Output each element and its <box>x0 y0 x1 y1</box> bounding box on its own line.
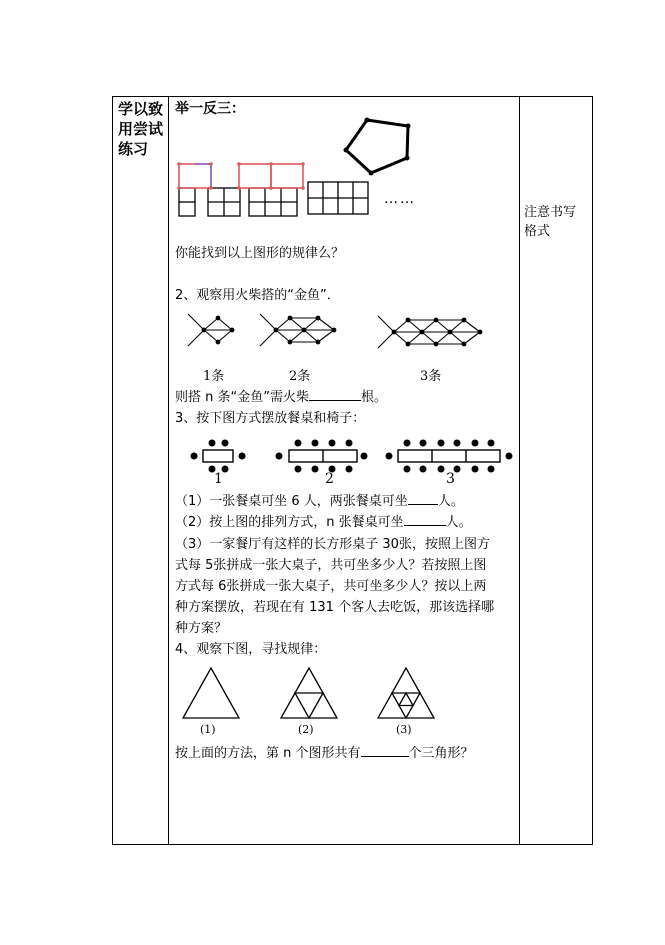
triangle-figure-2 <box>278 665 340 721</box>
triangle-label-1: (1) <box>200 723 216 736</box>
goldfish-label-3: 3条 <box>420 369 442 384</box>
q2-answer-blank[interactable] <box>309 400 361 401</box>
format-note: 注意书写格式 <box>524 205 577 239</box>
q1-question: 你能找到以上图形的规律么？ <box>175 246 345 261</box>
q4-title: 4、观察下图，寻找规律： <box>175 642 327 657</box>
q3-part1-suffix: 人。 <box>437 494 464 509</box>
q3-part2-prefix: （2）按上图的排列方式，n 张餐桌可坐 <box>175 515 404 530</box>
q3-part2-blank[interactable] <box>404 525 446 526</box>
goldfish-label-1: 1条 <box>203 369 225 384</box>
q3-part3-line-1: （3）一家餐厅有这样的长方形桌子 30张，按照上图方 <box>175 537 490 552</box>
table-label-2: 2 <box>325 471 334 487</box>
dining-table-figure-2 <box>274 438 368 474</box>
q3-title: 3、按下图方式摆放餐桌和椅子： <box>175 411 366 426</box>
q2-answer-line <box>175 389 387 407</box>
q3-part3-line-3: 方式每 6张拼成一张大桌子，共可坐多少人？按以上两 <box>175 579 487 594</box>
triangle-label-2: (2) <box>298 723 314 736</box>
q2-answer-prefix: 则搭 n 条“金鱼”需火柴 <box>175 390 309 405</box>
q3-part1-blank[interactable] <box>408 504 438 505</box>
q3-part3-line-4: 种方案摆放，若现在有 131 个客人去吃饭，那该选择哪 <box>175 600 495 615</box>
goldfish-figure-2 <box>258 312 342 350</box>
column-divider-left <box>168 96 169 845</box>
q3-part3-line-5: 种方案？ <box>175 621 228 636</box>
q3-part2-suffix: 人。 <box>445 515 472 530</box>
q2-title: 2、观察用火柴搭的“金鱼”． <box>175 288 340 303</box>
q4-answer-suffix: 个三角形？ <box>408 746 474 761</box>
q3-part2-line <box>175 514 472 532</box>
dining-table-figure-1 <box>190 438 246 474</box>
q3-part1-line <box>175 493 464 511</box>
triangle-label-3: (3) <box>396 723 412 736</box>
goldfish-figure-1 <box>186 312 236 350</box>
triangle-figure-3 <box>375 665 437 721</box>
section-label: 学以致用尝试练习 <box>118 100 164 158</box>
q2-answer-suffix: 根。 <box>360 390 387 405</box>
column-divider-right <box>519 96 520 845</box>
q4-answer-blank[interactable] <box>361 756 409 757</box>
goldfish-figure-3 <box>376 314 486 352</box>
continuation-dots: …… <box>384 191 416 207</box>
q3-part1-prefix: （1）一张餐桌可坐 6 人，两张餐桌可坐 <box>175 494 408 509</box>
table-label-1: 1 <box>214 471 223 487</box>
q4-answer-line <box>175 745 474 763</box>
exercise-heading: 举一反三： <box>175 101 245 117</box>
goldfish-label-2: 2条 <box>289 369 311 384</box>
dining-table-figure-3 <box>385 438 513 474</box>
q4-answer-prefix: 按上面的方法，第 n 个图形共有 <box>175 746 361 761</box>
q3-part3-line-2: 式每 5张拼成一张大桌子，共可坐多少人？若按照上图 <box>175 558 487 573</box>
table-label-3: 3 <box>446 471 455 487</box>
triangle-figure-1 <box>180 665 242 721</box>
